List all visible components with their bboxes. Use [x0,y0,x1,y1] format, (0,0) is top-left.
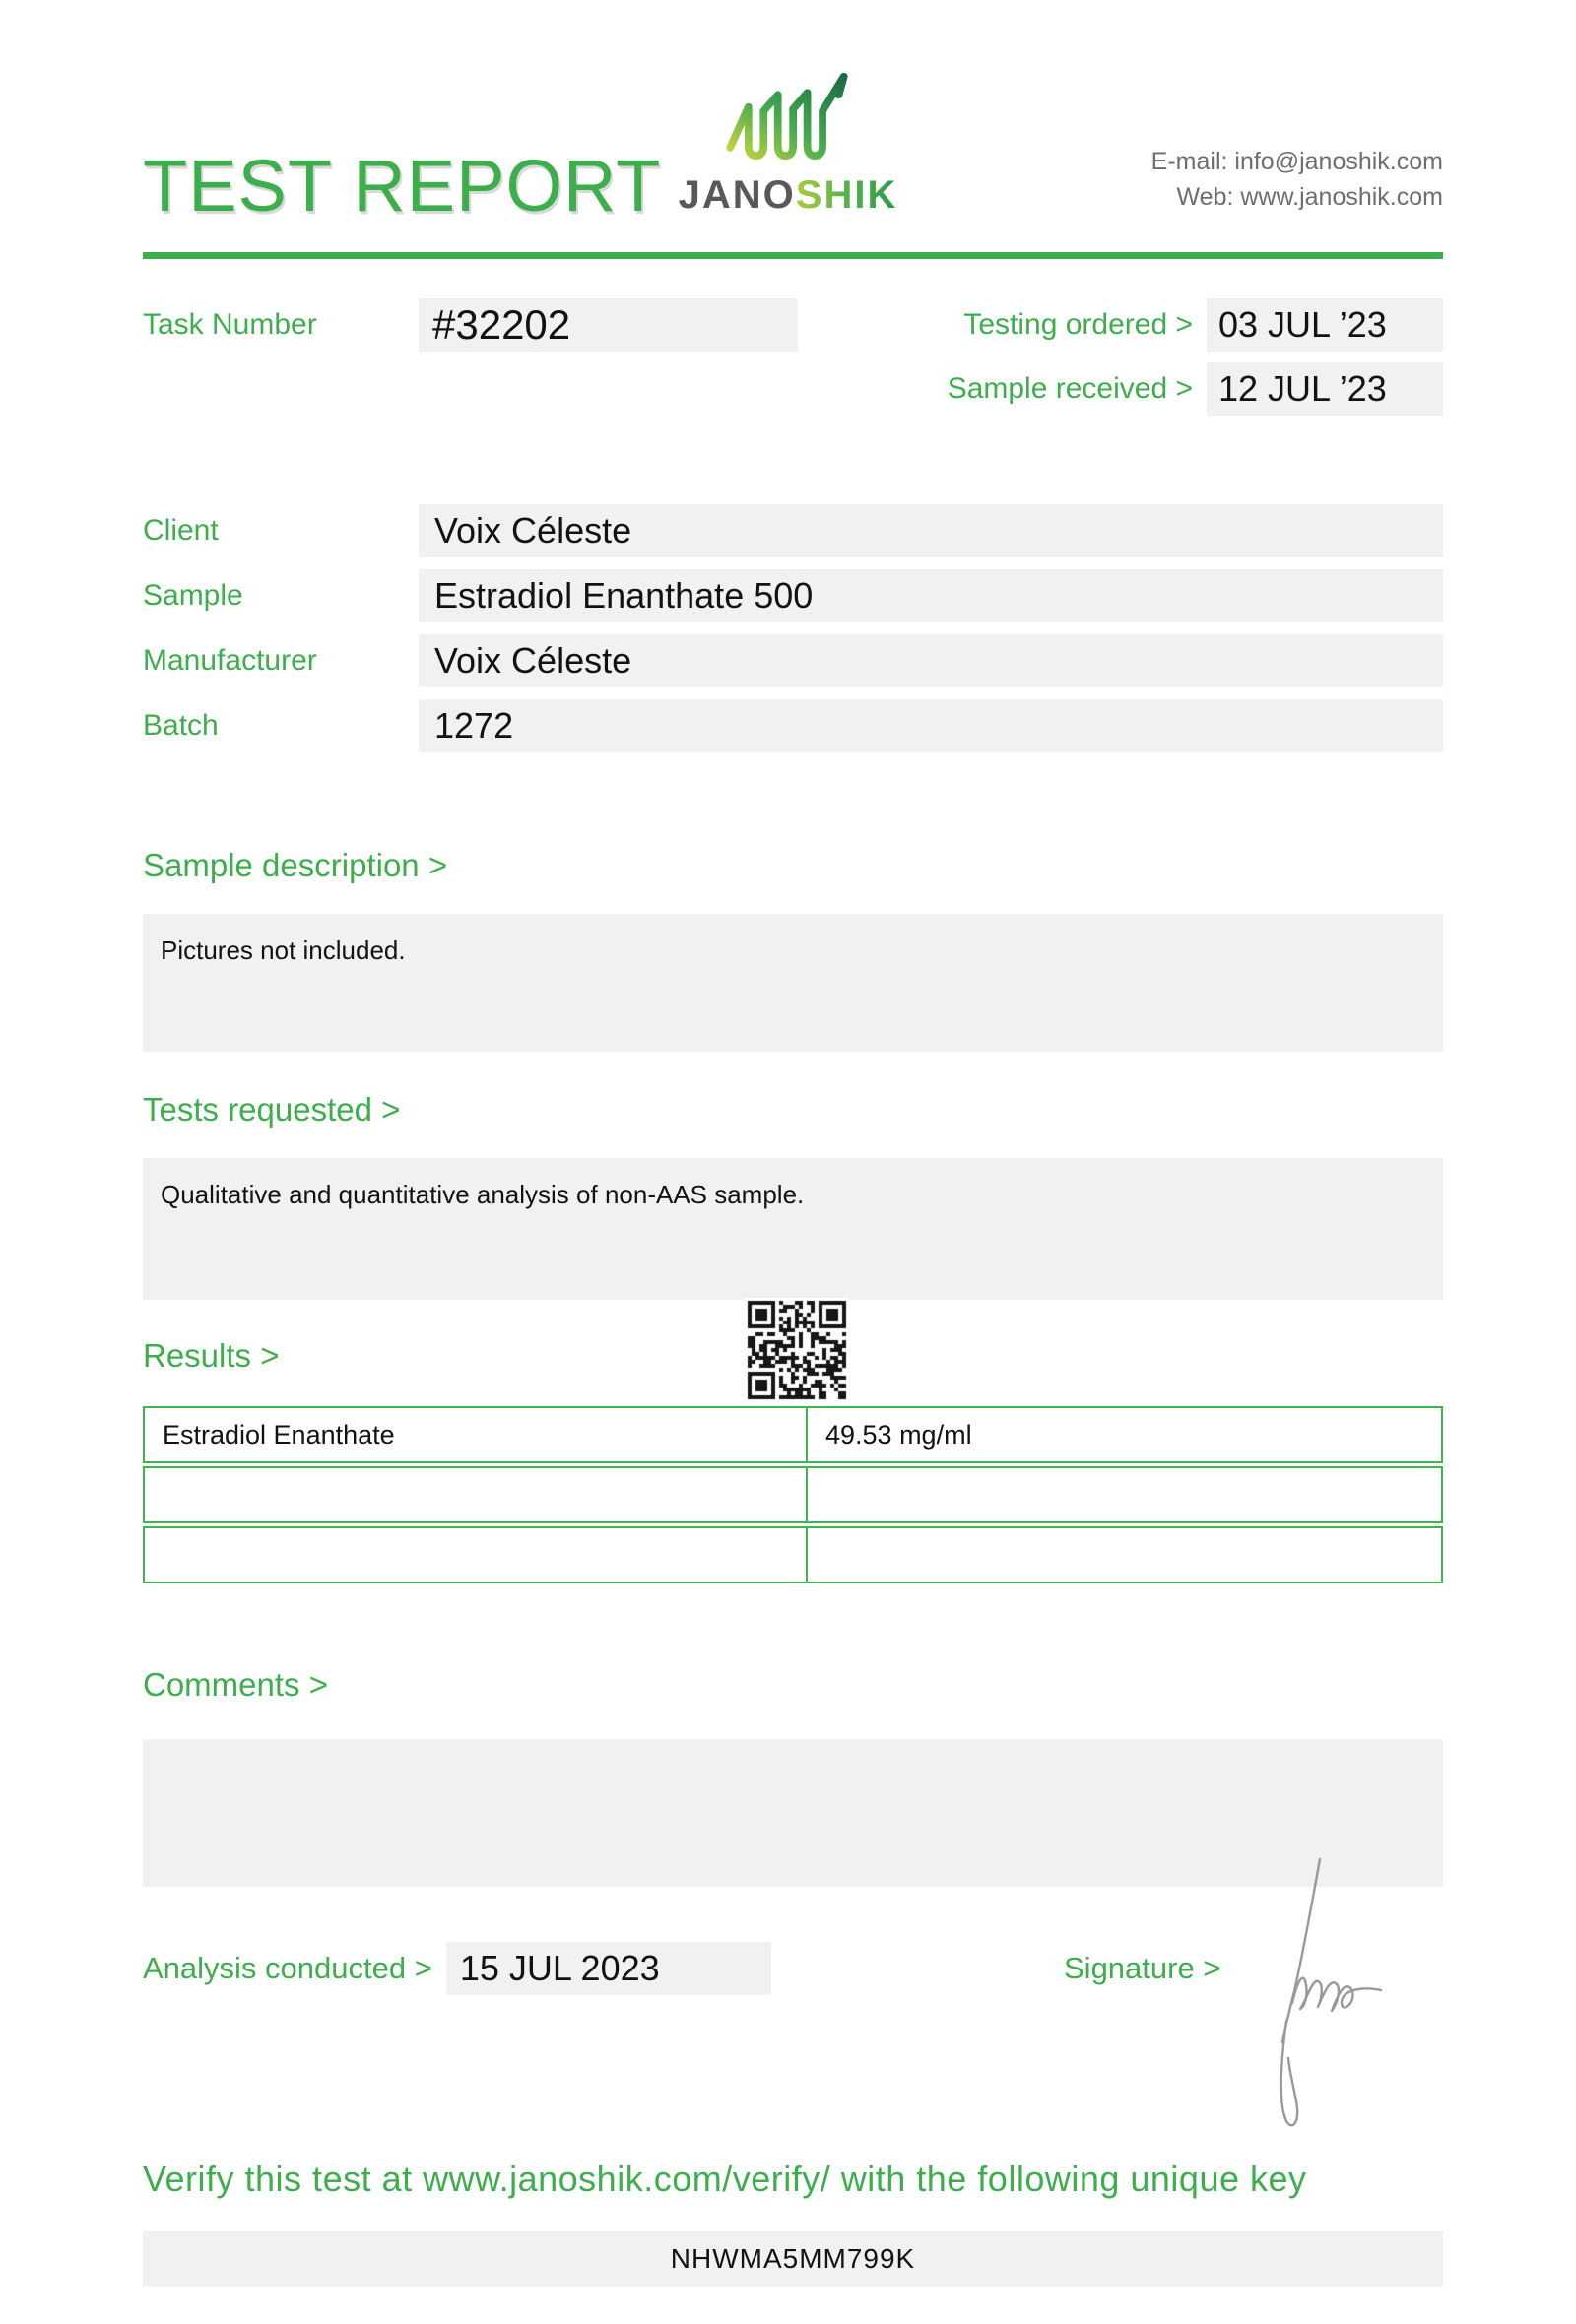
sample-label: Sample [143,579,243,612]
analysis-date-field [446,1942,771,1995]
contact-info [1151,144,1443,215]
batch-label: Batch [143,709,219,742]
results-row [143,1466,1443,1523]
sample-received-label: Sample received > [947,372,1193,405]
tests-requested-text: Qualitative and quantitative analysis of non-AAS sample. [161,1180,805,1209]
manufacturer-field [419,634,1443,687]
task-number-label: Task Number [143,308,317,341]
tests-requested-heading: Tests requested > [143,1091,401,1128]
testing-ordered-field [1207,298,1443,352]
header-divider [143,252,1443,259]
sample-received-row [948,362,1443,416]
verify-key-value: NHWMA5MM799K [670,2243,916,2274]
sample-description-heading: Sample description > [143,847,448,883]
result-value-cell [808,1468,1441,1521]
janoshik-logo [630,65,946,217]
page-title: TEST REPORT [143,145,662,226]
result-name-cell [145,1528,808,1582]
comments-text [143,1739,1443,1761]
result-value-cell: 49.53 mg/ml [825,1420,972,1450]
testing-ordered-value: 03 JUL ’23 [1218,304,1387,345]
sample-received-value: 12 JUL ’23 [1218,368,1387,409]
signature-image [1243,1834,1420,2149]
results-table [143,1406,1443,1586]
manufacturer-label: Manufacturer [143,644,317,677]
task-number-value: #32202 [432,301,571,348]
sample-field [419,569,1443,622]
growth-chart-icon [722,65,854,173]
verify-key-field [143,2231,1443,2287]
logo-wordmark [630,173,946,217]
analysis-conducted-row [143,1942,771,1995]
results-heading: Results > [143,1337,280,1374]
analysis-date-value: 15 JUL 2023 [459,1948,660,1988]
logo-word-primary: JANO [678,173,796,217]
manufacturer-value: Voix Céleste [434,640,632,680]
client-field [419,504,1443,557]
logo-word-secondary: SHIK [795,173,898,217]
sample-description-box [143,914,1443,1052]
sample-received-field [1207,362,1443,416]
results-row [143,1526,1443,1583]
contact-email: E-mail: info@janoshik.com [1150,148,1443,175]
contact-web: Web: www.janoshik.com [1176,183,1443,211]
qr-code-image [745,1298,849,1402]
result-name-cell: Estradiol Enanthate [145,1408,808,1461]
testing-ordered-row [963,298,1443,352]
result-name-cell [145,1468,808,1521]
client-label: Client [143,514,219,547]
sample-description-text: Pictures not included. [161,936,406,965]
results-row [143,1406,1443,1463]
sample-value: Estradiol Enanthate 500 [434,575,814,615]
batch-field [419,699,1443,752]
verify-instruction: Verify this test at www.janoshik.com/verify/ with the following unique key [143,2159,1307,2199]
task-number-field [419,298,798,352]
comments-heading: Comments > [143,1666,328,1703]
analysis-conducted-label: Analysis conducted > [143,1951,432,1985]
signature-label: Signature > [1064,1951,1221,1985]
client-value: Voix Céleste [434,510,632,550]
batch-value: 1272 [434,705,514,745]
result-value-cell [808,1528,1441,1582]
tests-requested-box [143,1158,1443,1300]
testing-ordered-label: Testing ordered > [963,308,1193,341]
